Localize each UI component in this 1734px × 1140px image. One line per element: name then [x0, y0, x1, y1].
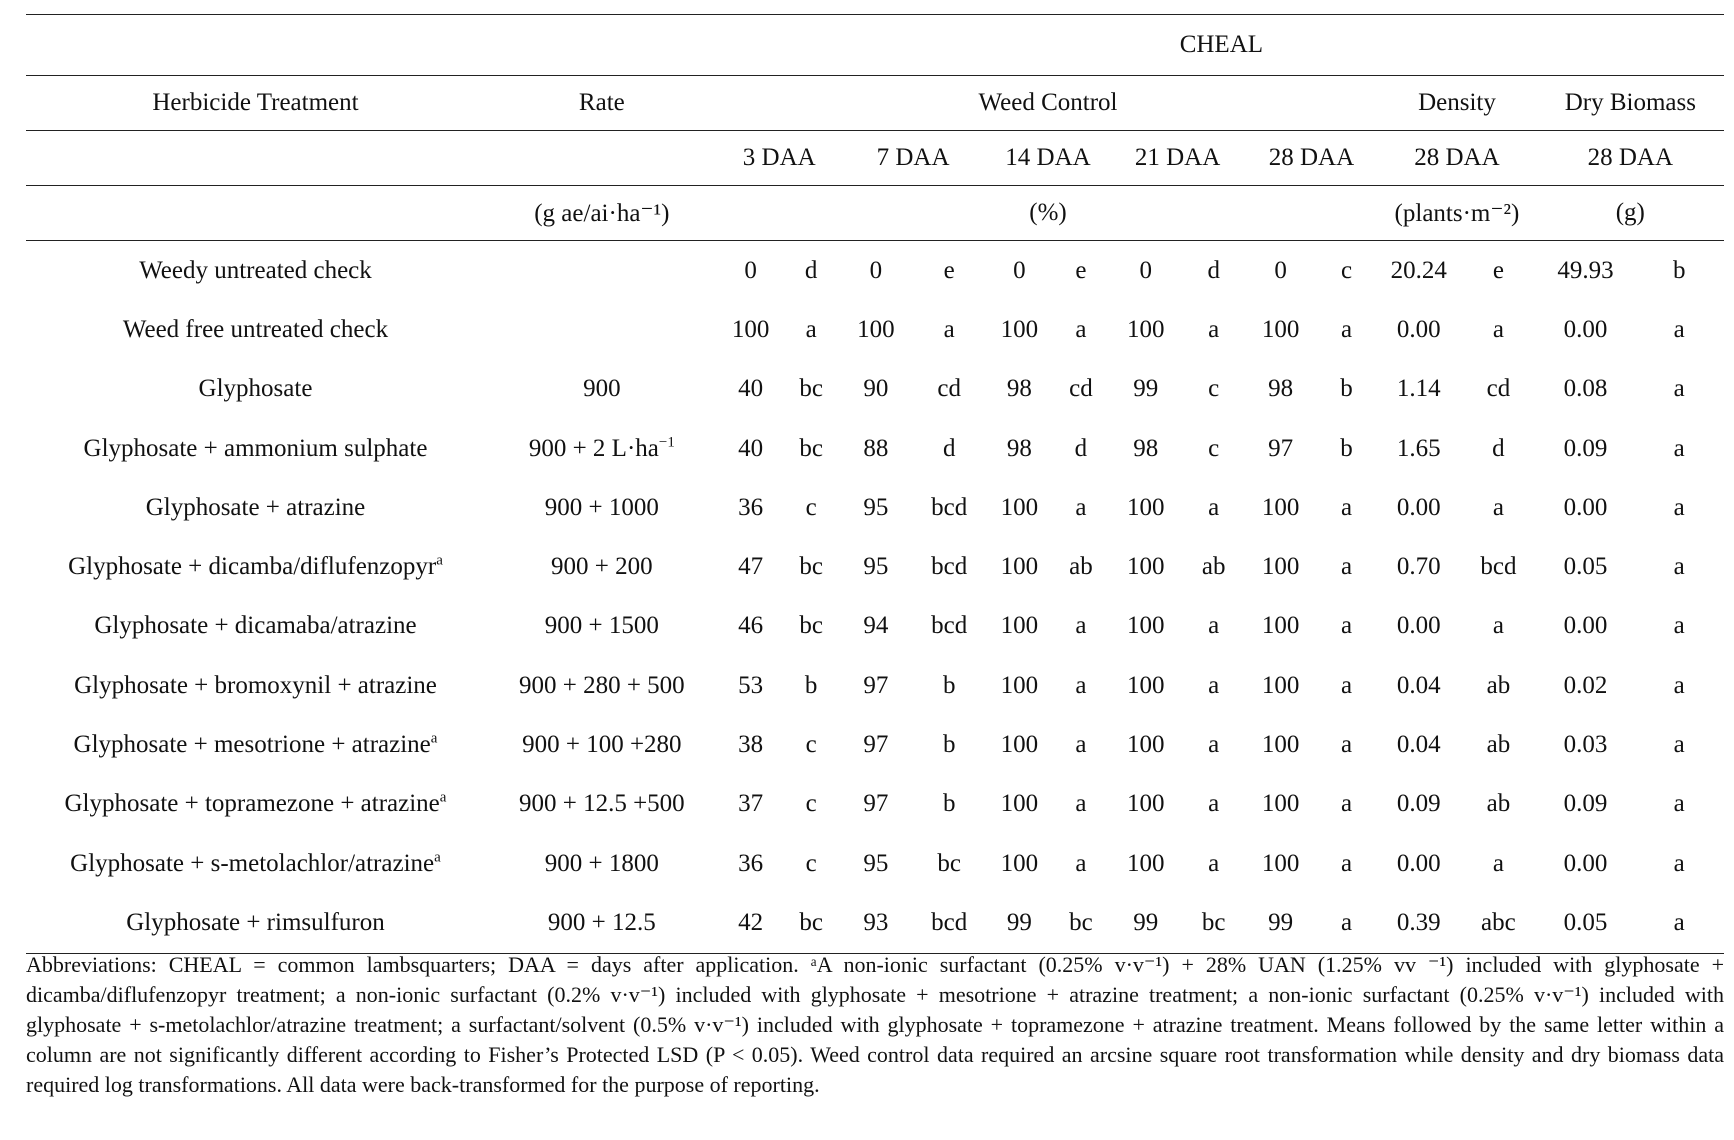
letter-cell: d — [1207, 256, 1220, 284]
header-rate: Rate — [485, 76, 719, 131]
letter-cell: bcd — [1480, 553, 1517, 581]
letter-cell: a — [1673, 315, 1685, 343]
letter-cell: a — [1673, 375, 1685, 403]
rate-cell — [485, 241, 719, 301]
letter-cell: b — [942, 790, 956, 818]
letter-cell: bcd — [931, 493, 968, 521]
rate-cell — [485, 360, 719, 419]
letter-cell: d — [1074, 434, 1088, 462]
value-cell: 100 — [857, 315, 895, 343]
letter-cell: ab — [1486, 671, 1511, 699]
letter-cell: a — [1673, 790, 1685, 818]
value-cell: 0.00 — [1396, 315, 1441, 343]
letter-cell: a — [1208, 612, 1220, 640]
treatment-name: Weedy untreated check — [139, 256, 372, 284]
value-cell: 95 — [863, 493, 889, 521]
letter-cell: c — [1208, 434, 1220, 462]
rate-value: 900 + 1500 — [544, 612, 659, 640]
treatment-cell — [26, 300, 485, 359]
letter-cell: a — [1673, 493, 1685, 521]
letter-cell: a — [1340, 790, 1353, 818]
value-cell: 100 — [1000, 493, 1039, 521]
value-cell: 98 — [1133, 434, 1159, 462]
value-cell: 100 — [1000, 790, 1039, 818]
value-cell: 97 — [863, 671, 889, 699]
value-cell: 100 — [1261, 790, 1300, 818]
letter-cell: ab — [1201, 553, 1226, 581]
table-row — [26, 715, 1724, 774]
letter-cell: abc — [1460, 893, 1536, 953]
value-cell: 100 — [1126, 790, 1165, 818]
letter-cell: a — [1492, 612, 1504, 640]
letter-cell: bcd — [912, 893, 986, 953]
value-cell: 0.05 — [1537, 893, 1635, 953]
letter-cell: a — [1075, 671, 1087, 699]
treatment-name: Glyphosate + atrazine — [145, 493, 366, 521]
rate-value: 900 + 280 + 500 — [518, 671, 685, 699]
value-cell: 95 — [863, 553, 889, 581]
value-cell: 0.03 — [1563, 731, 1608, 759]
letter-cell: bc — [782, 893, 839, 953]
header-daa: 14 DAA — [986, 131, 1109, 186]
letter-cell: a — [1075, 731, 1087, 759]
letter-cell: c — [805, 790, 817, 818]
header-density: Density — [1377, 76, 1536, 131]
value-cell: 0 — [1139, 256, 1152, 284]
table-row — [26, 478, 1724, 537]
value-cell: 46 — [738, 612, 764, 640]
value-cell: 0.04 — [1396, 731, 1441, 759]
letter-cell: bc — [799, 553, 823, 581]
value-cell: 100 — [1000, 731, 1039, 759]
rate-exponent: −1 — [658, 434, 675, 451]
table-row — [26, 597, 1724, 656]
treatment-cell — [26, 478, 485, 537]
value-cell: 0.08 — [1563, 375, 1608, 403]
header-weed-control: Weed Control — [719, 76, 1378, 131]
letter-cell: a — [1340, 553, 1353, 581]
header-daa: 21 DAA — [1110, 131, 1246, 186]
rate-value: 900 + 12.5 — [547, 908, 656, 936]
value-cell: 100 — [1126, 671, 1165, 699]
value-cell: 99 — [986, 893, 1052, 953]
letter-cell: cd — [1069, 375, 1093, 403]
rate-cell — [485, 834, 719, 893]
rate-value: 900 + 2 L·ha — [528, 434, 659, 462]
treatment-name: Glyphosate + bromoxynil + atrazine — [74, 671, 437, 699]
treatment-name: Glyphosate — [198, 375, 313, 403]
letter-cell: a — [1208, 790, 1220, 818]
value-cell: 0.05 — [1563, 553, 1608, 581]
letter-cell: c — [1208, 375, 1220, 403]
value-cell: 0.02 — [1563, 671, 1608, 699]
value-cell: 93 — [840, 893, 912, 953]
header-row-group — [26, 15, 1724, 76]
letter-cell: a — [1492, 493, 1504, 521]
letter-cell: e — [943, 256, 955, 284]
value-cell: 0.00 — [1563, 493, 1608, 521]
value-cell: 38 — [738, 731, 764, 759]
rate-cell — [485, 419, 719, 478]
value-cell: 0.04 — [1396, 671, 1441, 699]
footnote-marker: a — [430, 730, 438, 747]
letter-cell: e — [1492, 256, 1504, 284]
letter-cell: a — [1340, 849, 1353, 877]
letter-cell: ab — [1069, 553, 1093, 581]
unit-rate: (g ae/ai·ha⁻¹) — [485, 186, 719, 241]
rate-value: 900 + 200 — [551, 553, 653, 581]
treatment-name: Glyphosate + ammonium sulphate — [83, 434, 428, 462]
rate-cell — [485, 597, 719, 656]
letter-cell: a — [1340, 493, 1353, 521]
value-cell: 53 — [738, 671, 764, 699]
letter-cell: a — [1673, 849, 1685, 877]
letter-cell: a — [1075, 315, 1087, 343]
letter-cell: a — [1340, 612, 1353, 640]
letter-cell: cd — [937, 375, 962, 403]
letter-cell: a — [943, 315, 955, 343]
treatment-name: Glyphosate + topramezone + atrazine — [64, 790, 440, 818]
letter-cell: ab — [1486, 790, 1511, 818]
value-cell: 99 — [1246, 893, 1316, 953]
value-cell: 98 — [1268, 375, 1294, 403]
value-cell: 42 — [719, 893, 783, 953]
rate-cell — [485, 478, 719, 537]
letter-cell: e — [1075, 256, 1087, 284]
letter-cell: b — [1340, 375, 1353, 403]
letter-cell: c — [1340, 256, 1353, 284]
value-cell: 97 — [863, 731, 889, 759]
value-cell: 0 — [869, 256, 883, 284]
value-cell: 40 — [738, 434, 764, 462]
letter-cell: b — [1672, 256, 1686, 284]
letter-cell: a — [1075, 790, 1087, 818]
rate-value: 900 + 1800 — [544, 849, 659, 877]
letter-cell: c — [805, 493, 817, 521]
value-cell: 100 — [1261, 671, 1300, 699]
letter-cell: a — [1075, 493, 1087, 521]
letter-cell: b — [1340, 434, 1353, 462]
value-cell: 100 — [1000, 671, 1039, 699]
unit-density: (plants·m⁻²) — [1377, 186, 1536, 241]
letter-cell: a — [1492, 849, 1504, 877]
group-label: CHEAL — [719, 15, 1724, 76]
rate-cell — [485, 300, 719, 359]
table-row — [26, 775, 1724, 834]
letter-cell: a — [1673, 612, 1685, 640]
treatment-cell — [26, 241, 485, 301]
table-row — [26, 300, 1724, 359]
value-cell: 37 — [738, 790, 764, 818]
treatment-cell — [26, 419, 485, 478]
value-cell: 0.00 — [1396, 493, 1441, 521]
treatment-cell — [26, 656, 485, 715]
rate-cell — [485, 537, 719, 596]
value-cell: 100 — [1261, 315, 1300, 343]
letter-cell: c — [805, 731, 817, 759]
rate-value: 900 — [583, 375, 621, 403]
value-cell: 36 — [738, 493, 764, 521]
letter-cell: a — [1075, 849, 1087, 877]
header-daa: 28 DAA — [1537, 131, 1724, 186]
value-cell: 0 — [1274, 256, 1287, 284]
value-cell: 100 — [1261, 553, 1300, 581]
footnote — [26, 950, 1724, 1100]
letter-cell: a — [1208, 671, 1220, 699]
treatment-cell — [26, 537, 485, 596]
letter-cell: c — [805, 849, 817, 877]
value-cell: 47 — [738, 553, 764, 581]
value-cell: 100 — [1126, 731, 1165, 759]
rate-value: 900 + 1000 — [544, 493, 659, 521]
value-cell: 100 — [1000, 849, 1039, 877]
rate-cell — [485, 893, 719, 953]
value-cell: 0.09 — [1563, 790, 1608, 818]
letter-cell: bc — [799, 434, 823, 462]
value-cell: 0.00 — [1396, 849, 1441, 877]
value-cell: 0.00 — [1563, 849, 1608, 877]
letter-cell: a — [805, 315, 817, 343]
unit-biomass: (g) — [1537, 186, 1724, 241]
letter-cell: a — [1340, 671, 1353, 699]
treatment-cell — [26, 597, 485, 656]
letter-cell: a — [1208, 849, 1220, 877]
value-cell: 100 — [1126, 553, 1165, 581]
treatment-cell — [26, 715, 485, 774]
letter-cell: bcd — [931, 553, 968, 581]
value-cell: 100 — [731, 315, 770, 343]
treatment-name: Glyphosate + rimsulfuron — [126, 908, 385, 936]
value-cell: 100 — [1000, 553, 1039, 581]
letter-cell: bc — [1182, 893, 1246, 953]
value-cell: 1.65 — [1396, 434, 1441, 462]
results-table — [26, 14, 1724, 954]
letter-cell: bc — [937, 849, 962, 877]
value-cell: 100 — [1000, 315, 1039, 343]
value-cell: 100 — [1261, 493, 1300, 521]
value-cell: 99 — [1133, 375, 1159, 403]
value-cell: 100 — [1126, 315, 1165, 343]
footnote-marker: a — [436, 552, 443, 569]
rate-value: 900 + 100 +280 — [522, 731, 682, 759]
letter-cell: a — [1673, 671, 1685, 699]
table-row — [26, 360, 1724, 419]
letter-cell: a — [1340, 315, 1353, 343]
value-cell: 1.14 — [1396, 375, 1441, 403]
value-cell: 98 — [1006, 434, 1032, 462]
letter-cell: a — [1340, 731, 1353, 759]
letter-cell: a — [1673, 434, 1685, 462]
value-cell: 0.00 — [1396, 612, 1441, 640]
letter-cell: cd — [1486, 375, 1511, 403]
value-cell: 20.24 — [1390, 256, 1447, 284]
rate-cell — [485, 656, 719, 715]
treatment-cell — [26, 893, 485, 953]
treatment-name: Weed free untreated check — [122, 315, 389, 343]
value-cell: 95 — [863, 849, 889, 877]
treatment-cell — [26, 834, 485, 893]
value-cell: 100 — [1261, 731, 1300, 759]
treatment-name: Glyphosate + dicamba/diflufenzopyr — [68, 553, 437, 581]
letter-cell: a — [1634, 893, 1724, 953]
rate-cell — [485, 715, 719, 774]
value-cell: 0.09 — [1396, 790, 1441, 818]
letter-cell: b — [804, 671, 818, 699]
header-daa: 28 DAA — [1246, 131, 1378, 186]
letter-cell: ab — [1486, 731, 1511, 759]
value-cell: 100 — [1126, 612, 1165, 640]
value-cell: 90 — [863, 375, 889, 403]
footnote-marker: a — [439, 789, 447, 806]
header-daa: 28 DAA — [1377, 131, 1536, 186]
letter-cell: a — [1492, 315, 1504, 343]
value-cell: 0.00 — [1563, 612, 1608, 640]
header-treatment: Herbicide Treatment — [26, 76, 485, 131]
table-row — [26, 241, 1724, 301]
table-row — [26, 656, 1724, 715]
value-cell: 88 — [863, 434, 889, 462]
table-row — [26, 893, 1724, 953]
table-body — [26, 241, 1724, 954]
letter-cell: b — [942, 731, 956, 759]
treatment-name: Glyphosate + dicamaba/atrazine — [94, 612, 417, 640]
unit-weed-control: (%) — [719, 186, 1378, 241]
value-cell: 0 — [1013, 256, 1026, 284]
letter-cell: a — [1673, 731, 1685, 759]
treatment-name: Glyphosate + s-metolachlor/atrazine — [70, 849, 435, 877]
letter-cell: bc — [799, 375, 823, 403]
letter-cell: bcd — [931, 612, 968, 640]
header-row-main — [26, 76, 1724, 131]
letter-cell: a — [1316, 893, 1378, 953]
table-row — [26, 834, 1724, 893]
header-daa: 3 DAA — [719, 131, 840, 186]
value-cell: 100 — [1000, 612, 1039, 640]
table-row — [26, 537, 1724, 596]
treatment-name: Glyphosate + mesotrione + atrazine — [73, 731, 431, 759]
value-cell: 98 — [1006, 375, 1032, 403]
letter-cell: d — [1492, 434, 1505, 462]
header-daa: 7 DAA — [840, 131, 987, 186]
letter-cell: bc — [799, 612, 823, 640]
value-cell: 0.70 — [1396, 553, 1441, 581]
footnote-marker: a — [434, 849, 441, 866]
rate-cell — [485, 775, 719, 834]
value-cell: 0.09 — [1563, 434, 1608, 462]
value-cell: 100 — [1261, 849, 1300, 877]
letter-cell: a — [1208, 493, 1220, 521]
value-cell: 49.93 — [1557, 256, 1614, 284]
footnote-text: Abbreviations: CHEAL = common lambsquarters; DAA = days after application. ᵃA non-ionic surfactant (0.25% v·v⁻¹) + 28% UAN (1.25% vv ⁻¹) included with glyphosate + dicamba/diflufenzopyr treatment; a non-ionic surfactant (0.2% v·v⁻¹) included with glyphosate + mesotrione + atrazine treatment; a non-ionic surfactant (0.25% v·v⁻¹) included with glyphosate + s-metolachlor/atrazine treatment; a surfactant/solvent (0.5% v·v⁻¹) included with glyphosate + topramezone + atrazine treatment. Means followed by the same letter within a column are not significantly different according to Fisher’s Protected LSD (P < 0.05). Weed control data required an arcsine square root transformation while density and dry biomass data required log transformations. All data were back-transformed for the purpose of reporting. — [26, 952, 1724, 1097]
value-cell: 36 — [738, 849, 764, 877]
header-row-daa — [26, 131, 1724, 186]
value-cell: 40 — [738, 375, 764, 403]
value-cell: 100 — [1126, 849, 1165, 877]
letter-cell: a — [1673, 553, 1685, 581]
treatment-cell — [26, 360, 485, 419]
letter-cell: bc — [1052, 893, 1109, 953]
value-cell: 0.00 — [1563, 315, 1608, 343]
table-row — [26, 419, 1724, 478]
header-row-units — [26, 186, 1724, 241]
value-cell: 97 — [863, 790, 889, 818]
value-cell: 0.39 — [1377, 893, 1460, 953]
header-biomass: Dry Biomass — [1537, 76, 1724, 131]
value-cell: 0 — [744, 256, 757, 284]
letter-cell: d — [942, 434, 956, 462]
letter-cell: d — [804, 256, 818, 284]
treatment-cell — [26, 775, 485, 834]
rate-value: 900 + 12.5 +500 — [518, 790, 685, 818]
letter-cell: b — [942, 671, 956, 699]
value-cell: 100 — [1261, 612, 1300, 640]
letter-cell: a — [1208, 731, 1220, 759]
letter-cell: a — [1075, 612, 1087, 640]
value-cell: 100 — [1126, 493, 1165, 521]
letter-cell: a — [1208, 315, 1220, 343]
value-cell: 94 — [863, 612, 889, 640]
value-cell: 99 — [1110, 893, 1182, 953]
value-cell: 97 — [1268, 434, 1294, 462]
